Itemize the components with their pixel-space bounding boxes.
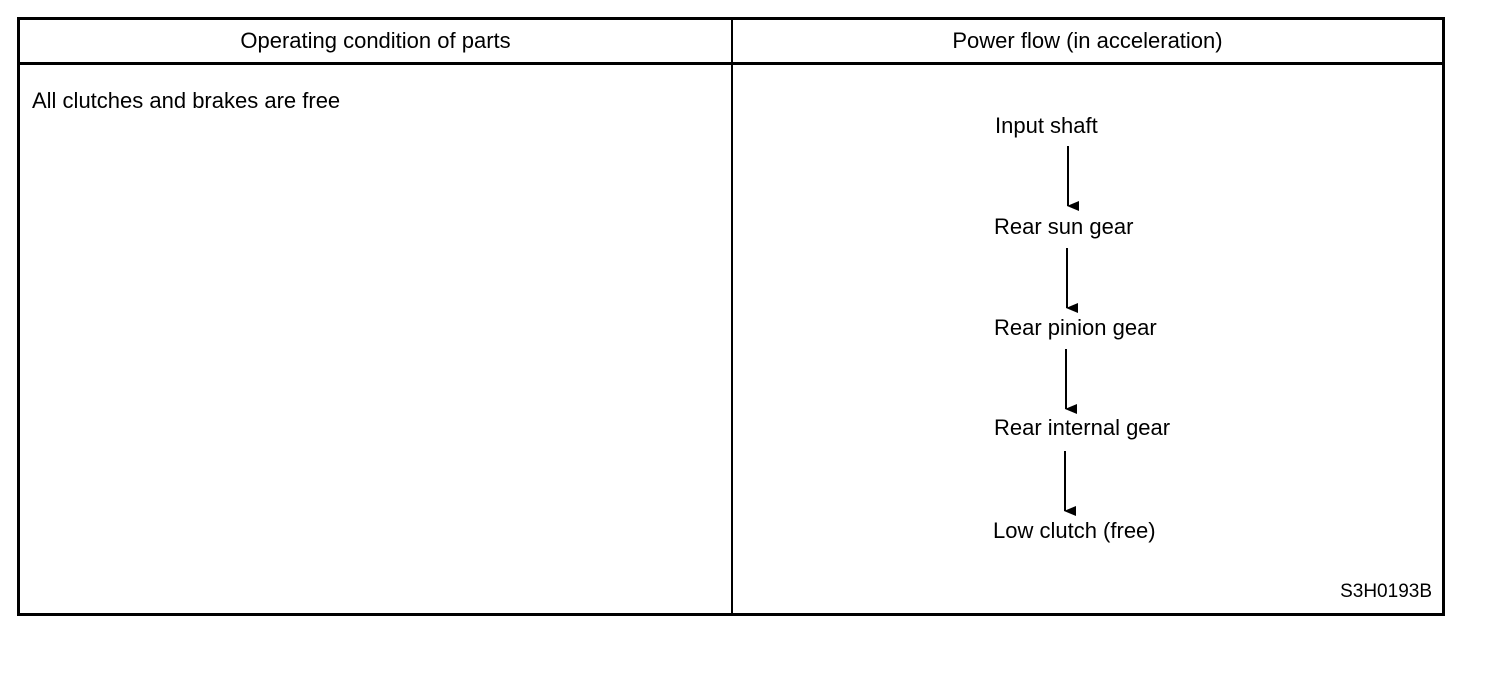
flow-step-rear-pinion-gear: Rear pinion gear — [994, 315, 1157, 340]
header-operating-condition: Operating condition of parts — [240, 28, 511, 53]
power-flow-table — [17, 17, 1445, 616]
flow-arrows — [20, 20, 1442, 613]
flow-step-rear-sun-gear: Rear sun gear — [994, 214, 1134, 239]
header-power-flow: Power flow (in acceleration) — [952, 28, 1223, 53]
flow-step-input-shaft: Input shaft — [995, 113, 1098, 138]
flow-step-rear-internal-gear: Rear internal gear — [994, 415, 1171, 440]
figure-code: S3H0193B — [1340, 581, 1432, 602]
condition-text: All clutches and brakes are free — [32, 88, 341, 113]
flow-step-low-clutch: Low clutch (free) — [993, 518, 1156, 543]
